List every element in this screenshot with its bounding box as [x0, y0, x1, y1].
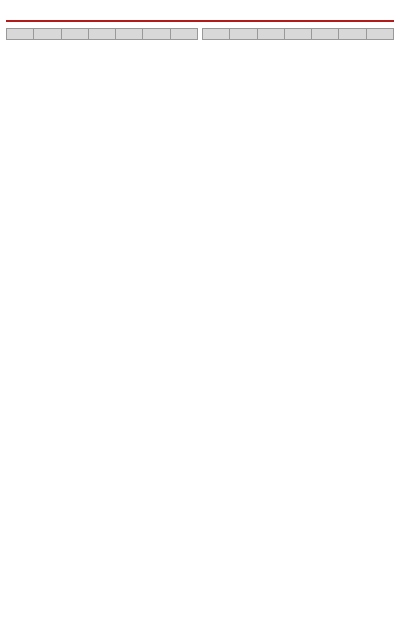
col-header: [61, 29, 88, 40]
col-header: [257, 29, 284, 40]
col-header: [203, 29, 230, 40]
masthead: [6, 4, 394, 22]
left-table: [6, 28, 198, 40]
col-header: [143, 29, 170, 40]
col-header: [116, 29, 143, 40]
col-header: [366, 29, 393, 40]
col-header: [88, 29, 115, 40]
col-header: [339, 29, 366, 40]
right-table-column: [202, 28, 394, 40]
col-header: [170, 29, 197, 40]
right-table: [202, 28, 394, 40]
table-columns: [6, 28, 394, 40]
col-header: [284, 29, 311, 40]
right-table-header: [203, 29, 394, 40]
col-header: [34, 29, 61, 40]
col-header: [7, 29, 34, 40]
left-table-column: [6, 28, 198, 40]
col-header: [312, 29, 339, 40]
col-header: [230, 29, 257, 40]
left-table-header: [7, 29, 198, 40]
